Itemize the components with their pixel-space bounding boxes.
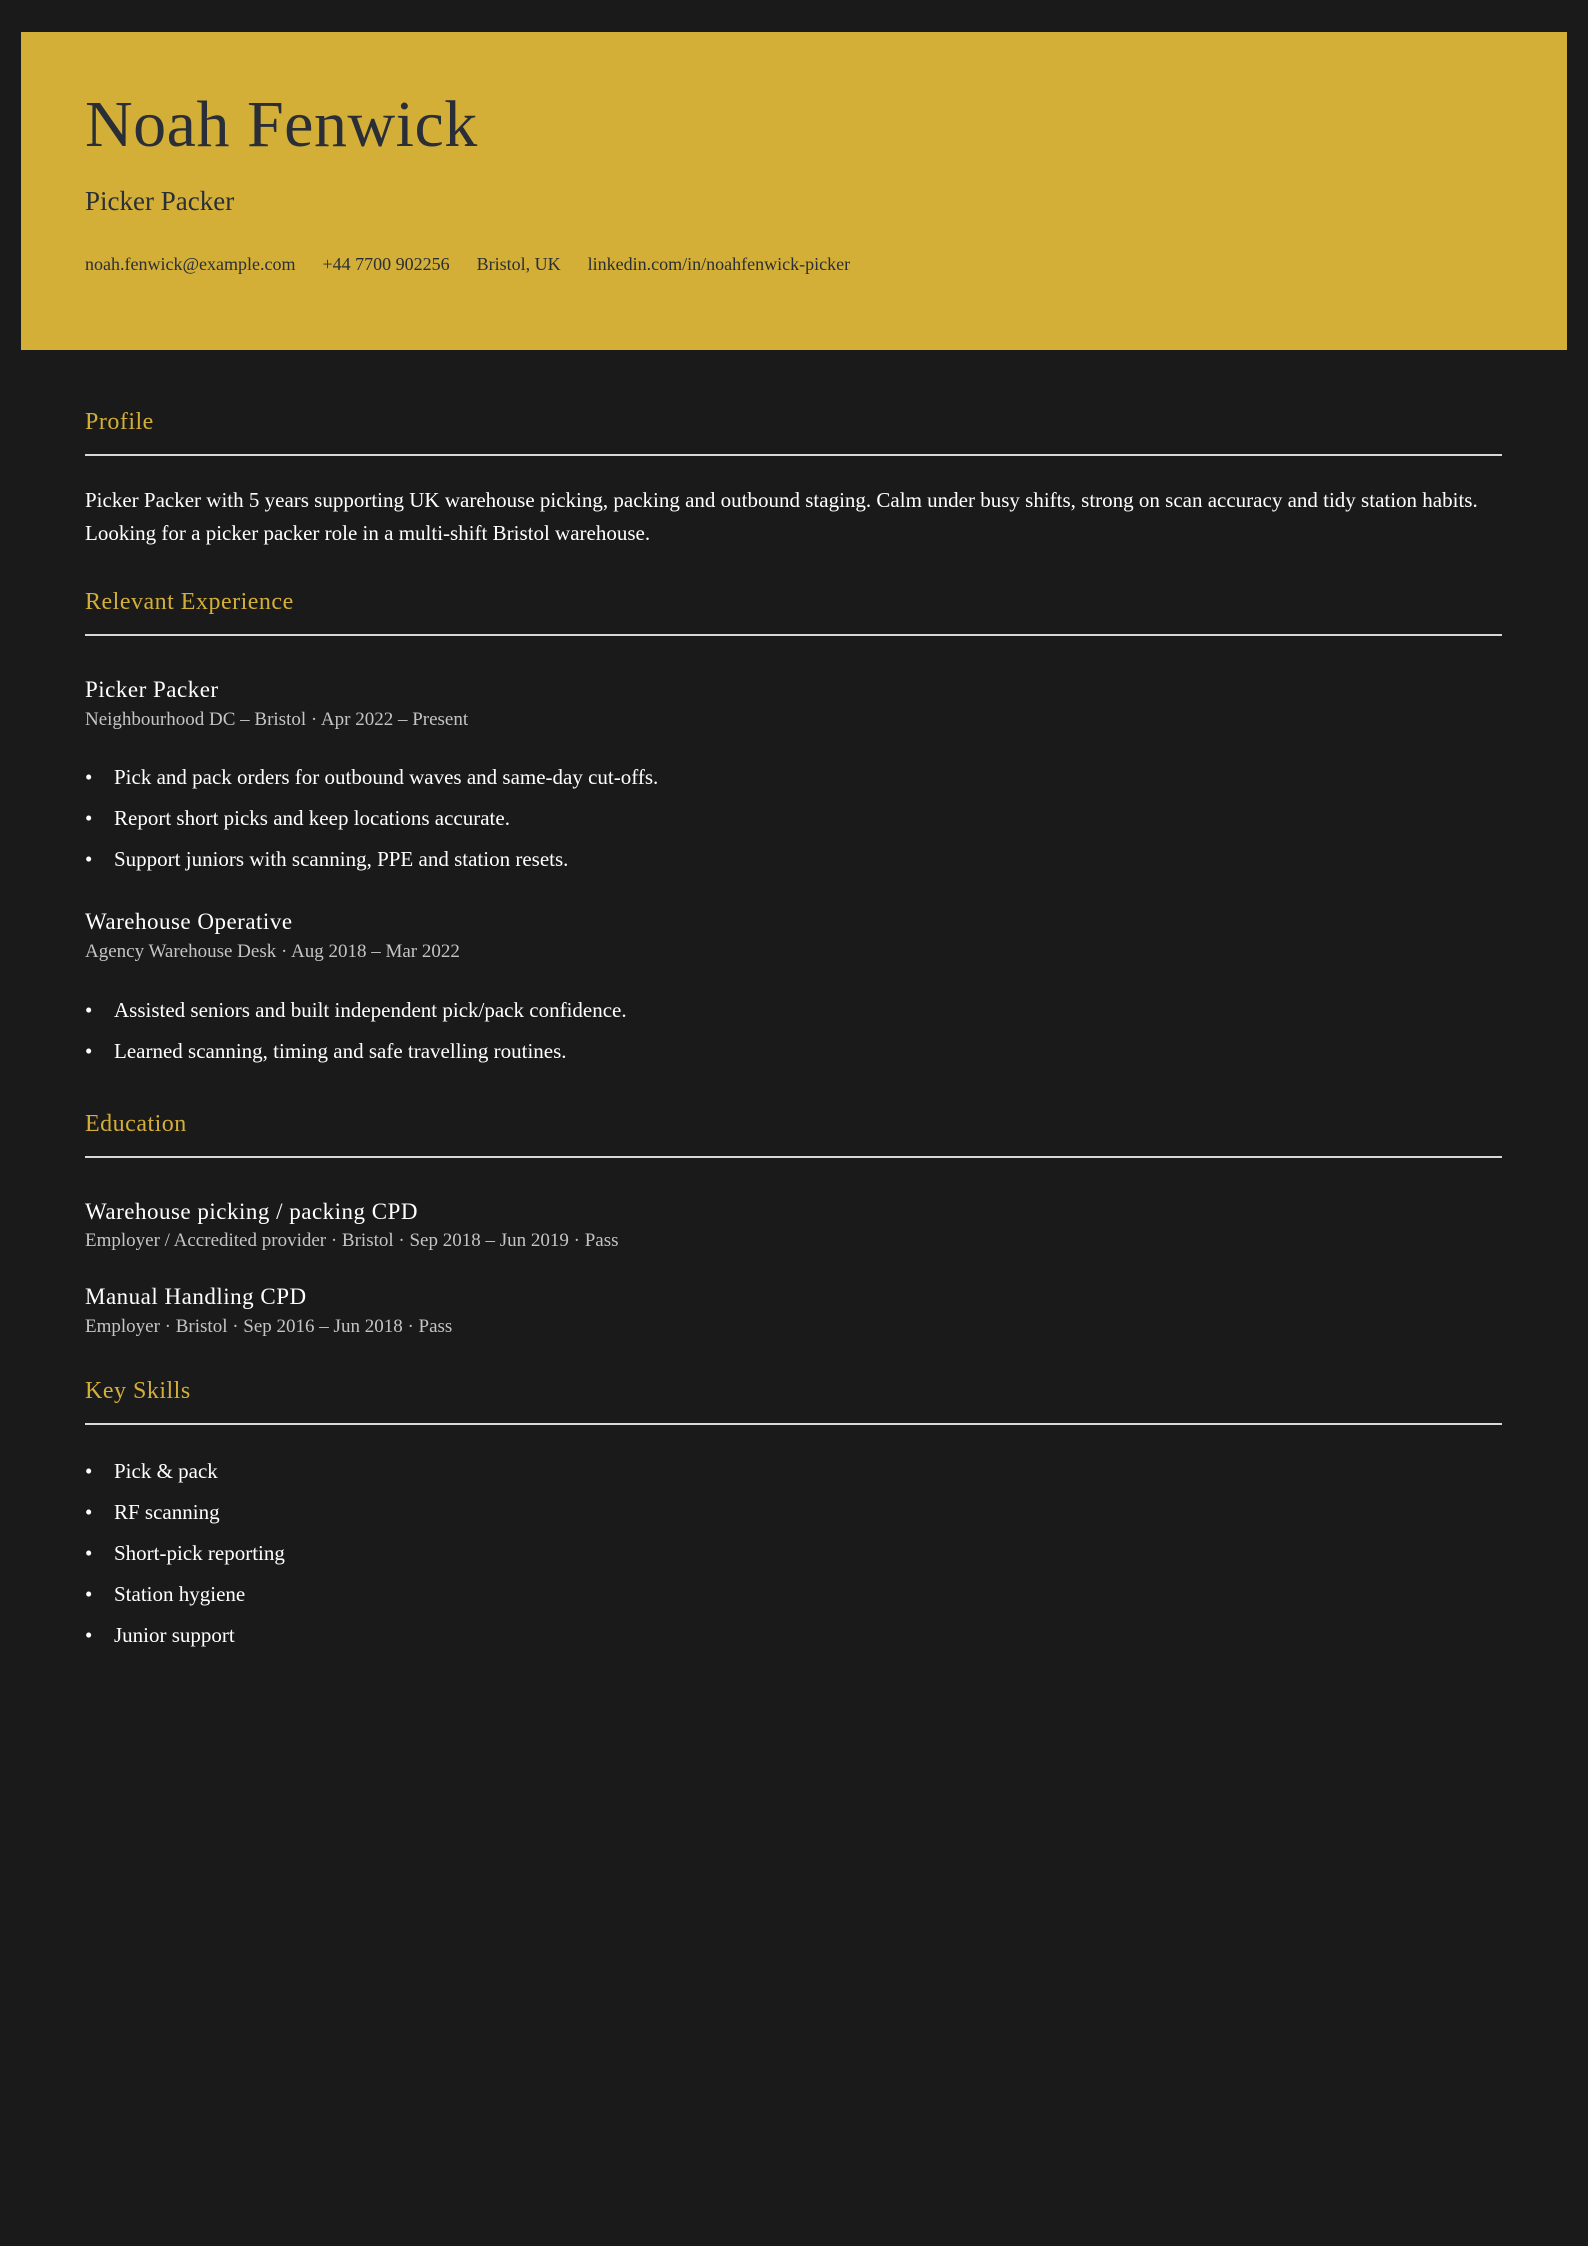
education-title: Manual Handling CPD xyxy=(85,1284,307,1310)
job-bullets xyxy=(85,990,1502,1072)
skill-item: • Pick & pack xyxy=(85,1451,1502,1492)
skills-section xyxy=(85,1379,1502,1656)
job-bullet: • Pick and pack orders for outbound waves and same-day cut-offs. xyxy=(85,757,1502,798)
contact-linkedin: linkedin.com/in/noahfenwick-picker xyxy=(587,254,851,274)
job-bullet: • Report short picks and keep locations accurate. xyxy=(85,798,1502,839)
skill-item: • Station hygiene xyxy=(85,1574,1502,1615)
section-heading-education: Education xyxy=(85,1112,1502,1158)
candidate-name: Noah Fenwick xyxy=(85,88,478,161)
section-heading-experience: Relevant Experience xyxy=(85,590,1502,636)
education-meta: Employer / Accredited provider · Bristol · Sep 2018 – Jun 2019 · Pass xyxy=(85,1230,619,1252)
resume-header xyxy=(21,32,1567,350)
job-role: Warehouse Operative xyxy=(85,909,293,935)
skill-item: • RF scanning xyxy=(85,1492,1502,1533)
profile-text: Picker Packer with 5 years supporting UK warehouse picking, packing and outbound staging. Calm under busy shifts, strong on scan accuracy and tidy station habits. Looking for a picker packer role in a multi-shift Bristol warehouse. xyxy=(85,488,1478,545)
profile-section xyxy=(85,410,1502,550)
job-meta: Neighbourhood DC – Bristol · Apr 2022 – Present xyxy=(85,708,469,730)
contact-email: noah.fenwick@example.com xyxy=(85,254,296,274)
job-meta: Agency Warehouse Desk · Aug 2018 – Mar 2022 xyxy=(85,940,460,962)
job-entry xyxy=(85,908,1502,1071)
education-title: Warehouse picking / packing CPD xyxy=(85,1198,419,1224)
job-entry xyxy=(85,676,1502,880)
experience-section xyxy=(85,590,1502,1072)
education-section xyxy=(85,1112,1502,1339)
resume-body xyxy=(85,410,1502,1656)
education-entry xyxy=(85,1283,1502,1338)
skills-list xyxy=(85,1451,1502,1656)
candidate-title: Picker Packer xyxy=(85,186,235,216)
education-entry xyxy=(85,1198,1502,1253)
skill-item: • Junior support xyxy=(85,1615,1502,1656)
job-bullet: • Assisted seniors and built independent pick/pack confidence. xyxy=(85,990,1502,1031)
contact-location: Bristol, UK xyxy=(476,254,561,274)
education-meta: Employer · Bristol · Sep 2016 – Jun 2018 · Pass xyxy=(85,1315,453,1337)
section-heading-profile: Profile xyxy=(85,410,1502,456)
skill-item: • Short-pick reporting xyxy=(85,1533,1502,1574)
job-bullet: • Learned scanning, timing and safe travelling routines. xyxy=(85,1031,1502,1072)
contact-list xyxy=(85,254,850,275)
section-heading-skills: Key Skills xyxy=(85,1379,1502,1425)
job-role: Picker Packer xyxy=(85,677,219,702)
contact-phone: +44 7700 902256 xyxy=(322,254,450,274)
job-bullets xyxy=(85,757,1502,880)
job-bullet: • Support juniors with scanning, PPE and station resets. xyxy=(85,839,1502,880)
